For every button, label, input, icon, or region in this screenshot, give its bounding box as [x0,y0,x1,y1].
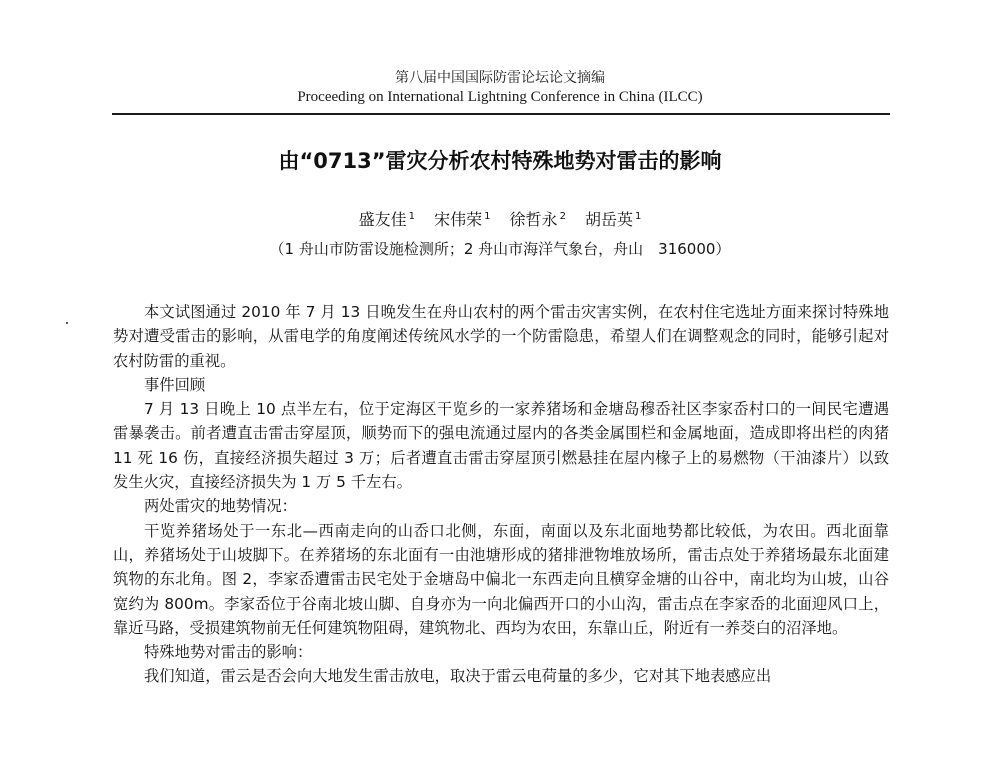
paper-title: 由“0713”雷灾分析农村特殊地势对雷击的影响 [278,149,722,173]
author: 盛友佳 $^1$ [358,210,415,229]
margin-mark [66,322,68,324]
conference-header-cn: 第八届中国国际防雷论坛论文摘编 [395,70,605,86]
section-heading-impact: 特殊地势对雷击的影响： [144,643,313,662]
header-divider [112,113,890,115]
author-list [0,207,1000,230]
affiliation: （1 舟山市防雷设施检测所；2 舟山市海洋气象台，舟山 316000） [269,240,731,258]
body-paragraph: 干览养猪场处于一东北—西南走向的山岙口北侧，东面，南面以及东北面地势都比较低，为农田。西北面靠山，养猪场处于山坡脚下。在养猪场的东北面有一由池塘形成的猪排泄物堆放场所，雷击点处于养猪场最东北面建筑物的东北角。图 2，李家岙遭雷击民宅处于金塘岛中偏北一东西走向且横穿金塘的山谷中，南北均为山坡，山谷宽约为 800m。李家岙位于谷南北坡山脚、自身亦为一向北偏西开口的小山沟，雷击点在李家岙的北面迎风口上，靠近马路，受损建筑物前无任何建筑物阻碍，建筑物北、西均为农田，东靠山丘，附近有一养茭白的沼泽地。 [113,521,889,637]
section-heading-event-review: 事件回顾 [144,375,206,394]
abstract-paragraph: 本文试图通过 2010 年 7 月 13 日晚发生在舟山农村的两个雷击灾害实例，在农村住宅选址方面来探讨特殊地势对遭受雷击的影响，从雷电学的角度阐述传统风水学的一个防雷隐患，希望人们在调整观念的同时，能够引起对农村防雷的重视。 [113,303,889,370]
body-paragraph: 7 月 13 日晚上 10 点半左右，位于定海区干览乡的一家养猪场和金塘岛穆岙社区李家岙村口的一间民宅遭遇雷暴袭击。前者遭直击雷击穿屋顶，顺势而下的强电流通过屋内的各类金属围栏和金属地面，造成即将出栏的肉猪 11 死 16 伤，直接经济损失超过 3 万；后者遭直击雷击穿屋顶引燃悬挂在屋内椽子上的易燃物（干油漆片）以致发生火灾，直接经济损失为 1 万 5 千左右。 [113,400,889,492]
section-heading-terrain: 两处雷灾的地势情况： [144,497,297,516]
author: 胡岳英 $^1$ [585,210,642,229]
conference-header-en: Proceeding on International Lightning Conference in China (ILCC) [297,89,703,105]
author: 徐哲永 $^2$ [509,210,566,229]
author: 宋伟荣 $^1$ [434,210,491,229]
body-paragraph: 我们知道，雷云是否会向大地发生雷击放电，取决于雷云电荷量的多少，它对其下地表感应出 [144,667,772,686]
paper-body [113,300,889,689]
